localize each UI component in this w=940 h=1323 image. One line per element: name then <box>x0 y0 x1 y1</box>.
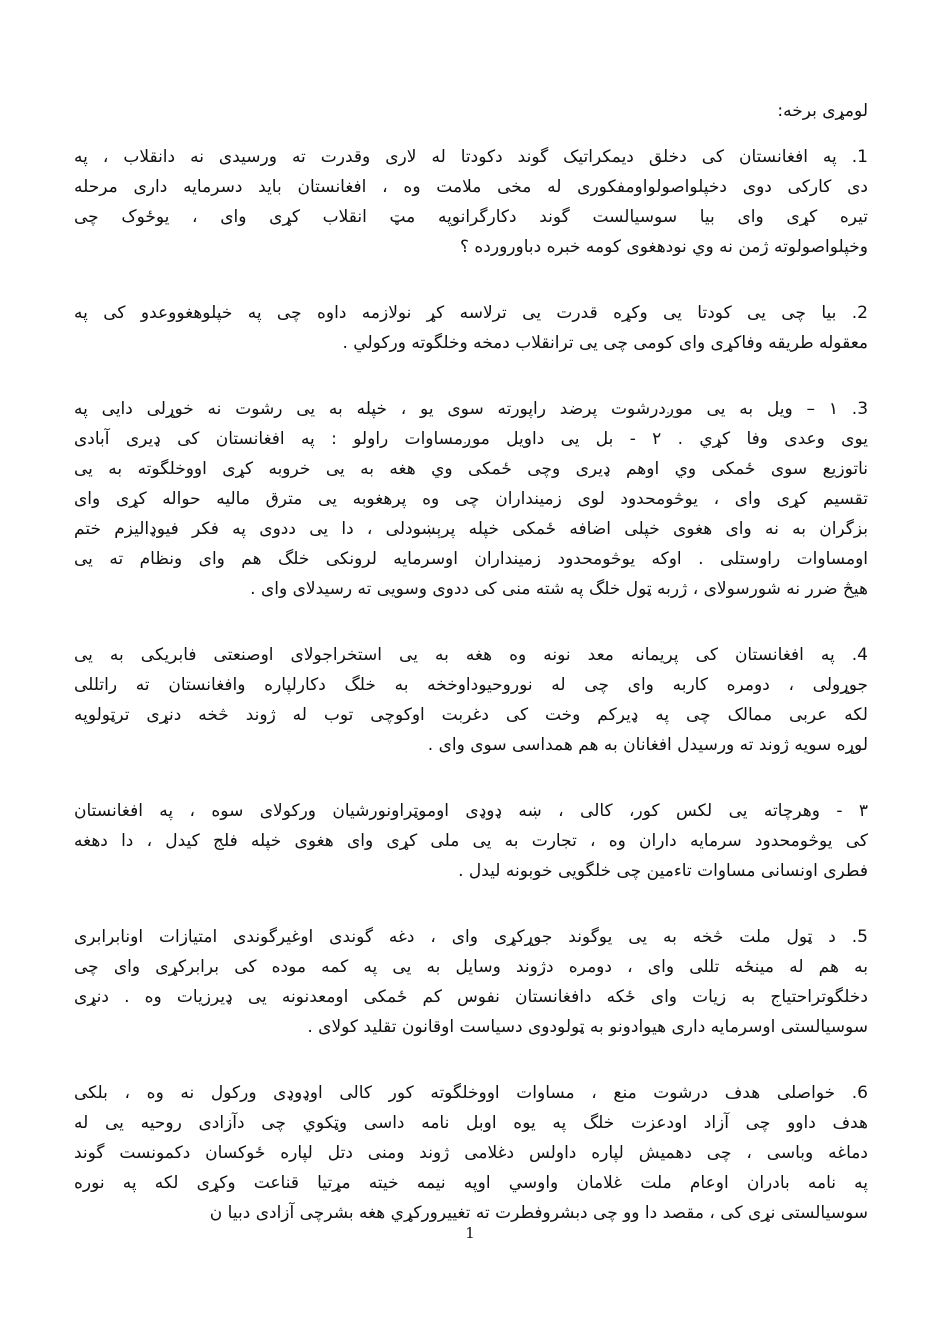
paragraph-line: 2. بیا چی یی کودتا یی وکړه قدرت یی ترلاسه کړ نولازمه داوه چی په خپلوهغووعدو کی په <box>74 303 868 323</box>
section-heading: لومړی برخه: <box>777 101 868 121</box>
paragraph <box>74 922 868 1042</box>
paragraph-line: لکه عربی ممالک چی په ډیرکم وخت کی دغربت اوکوچی توب له ژوند څخه دنړی ترټولوپه <box>74 705 868 725</box>
paragraph-line: 1. په افغانستان کی دخلق دیمکراتیک گوند دکودتا له لاری وقدرت ته ورسیدی نه دانقلاب ، په <box>74 147 868 167</box>
paragraph-line: وخپلواصولوته ژمن نه وي نودهغوی کومه خبره دباورورده ؟ <box>459 237 868 257</box>
paragraph-line: معقوله طریقه وفاکړی وای کومی چی یی ترانقلاب دمخه وخلگوته ورکولي . <box>342 333 868 353</box>
paragraph <box>74 1078 868 1228</box>
paragraph-line: جوړولی ، دومره کاربه وای چی له نوروحیوداوخخه به خلگ دکارلپاره وافغانستان ته راتللی <box>74 675 868 695</box>
paragraph-line: په نامه بادران اوعام ملت غلامان واوسي اوپه نیمه خیته مړتیا قناعت وکړی لکه په نوره <box>74 1173 868 1193</box>
paragraph-line: تقسیم کړی وای ، یوڅومحدود لوی زمینداران چی وه پرهغوبه یی مترق مالیه حواله کړی وای <box>74 489 868 509</box>
paragraph-line: هدف داوو چی آزاد اودعزت خلگ په یوه اوبل نامه داسی وټکوي چی دآزادی روحیه یی له <box>74 1113 868 1133</box>
paragraph-line: دخلگوتراحتیاج به زیات وای ځکه دافغانستان نفوس کم ځمکی اومعدنونه یی ډیرزیات وه . دنړی <box>74 987 868 1007</box>
page-number: 1 <box>465 1224 475 1242</box>
paragraph-line: فطری اونسانی مساوات تاءمین چی خلگویی خوبونه لیدل . <box>458 861 868 881</box>
paragraph-line: 3. ۱ – ویل به یی موږدرشوت پرضد راپورته سوی یو ، خپله به یی رشوت نه خوړلی دایی په <box>74 399 868 419</box>
paragraph-line: بزگران به نه وای هغوی خپلی اضافه ځمکی خپله پرېښودلی ، دا یی ددوی په فکر فیوډالیزم ختم <box>74 519 868 539</box>
paragraph-line: سوسیالستی اوسرمایه داری هیوادونو به ټولودوی دسیاست اوقانون تقلید کولای . <box>307 1017 868 1037</box>
paragraph-line: سوسیالستی نړی کی ، مقصد دا وو چی دبشروفطرت ته تغییرورکړي هغه بشرچی آزادی دبیا ن <box>209 1203 868 1223</box>
paragraph-line: ناتوزیع سوی ځمکی وي اوهم ډیری وچی ځمکی وي هغه به یی خروبه کړی اووخلگوته به یی <box>74 459 868 479</box>
document-body <box>74 96 868 1264</box>
paragraph-line: دماغه وباسی ، چی دهمیش لپاره داولس دغلامی ژوند ومنی دتل لپاره ځوکسان دکمونست گوند <box>74 1143 868 1163</box>
paragraph-line: کی یوڅومحدود سرمایه داران وه ، تجارت به یی ملی کړی وای هغوی خپله فلج کیدل ، دا دهغه <box>74 831 868 851</box>
paragraph <box>74 796 868 886</box>
paragraph-line: یوی وعدی وفا کړي . ۲ - بل یی داویل موږمساوات راولو : په افغانستان کی ډیری آبادی <box>74 429 868 449</box>
paragraph-line: 5. د ټول ملت څخه به یی یوگوند جوړکړی وای ، دغه گوندی اوغیرگوندی امتیازات اونابرابری <box>74 927 868 947</box>
paragraph-line: لوړه سویه ژوند ته ورسیدل افغانان به هم همداسی سوی وای . <box>427 735 868 755</box>
paragraph-line: اومساوات راوستلی . اوکه یوڅومحدود زمینداران اوسرمایه لرونکی خلگ هم وای ونظام ته یی <box>74 549 868 569</box>
paragraph-line: ۳ - وهرچاته یی لکس کور، کالی ، ښه ډوډی اوموټراونورشیان ورکولای سوه ، په افغانستان <box>74 801 868 821</box>
paragraph-line: تیره کړی وای بیا سوسیالست گوند دکارگرانوپه مټ انقلاب کړی وای ، یوځوک چی <box>74 207 868 227</box>
paragraph-line: هیڅ ضرر نه شورسولای ، ژربه ټول خلگ په شته منی کی ددوی وسویی ته رسیدلای وای . <box>250 579 868 599</box>
paragraph-list <box>74 142 868 1228</box>
paragraph <box>74 394 868 604</box>
paragraph-line: دی کارکی دوی دخپلواصولواومفکوری له مخی ملامت وه ، افغانستان باید دسرمایه داری مرحله <box>74 177 868 197</box>
paragraph-line: 4. په افغانستان کی پریمانه معد نونه وه هغه به یی استخراجولای اوصنعتی فابریکی به یی <box>74 645 868 665</box>
paragraph-line: به هم له مینځه تللی وای ، دومره دژوند وسایل به یی په کمه موده کی برابرکړی وای چی <box>74 957 868 977</box>
paragraph <box>74 298 868 358</box>
paragraph <box>74 142 868 262</box>
paragraph-line: 6. خواصلی هدف درشوت منع ، مساوات اووخلگوته کور کالی اوډوډی ورکول نه وه ، بلکی <box>74 1083 868 1103</box>
paragraph <box>74 640 868 760</box>
